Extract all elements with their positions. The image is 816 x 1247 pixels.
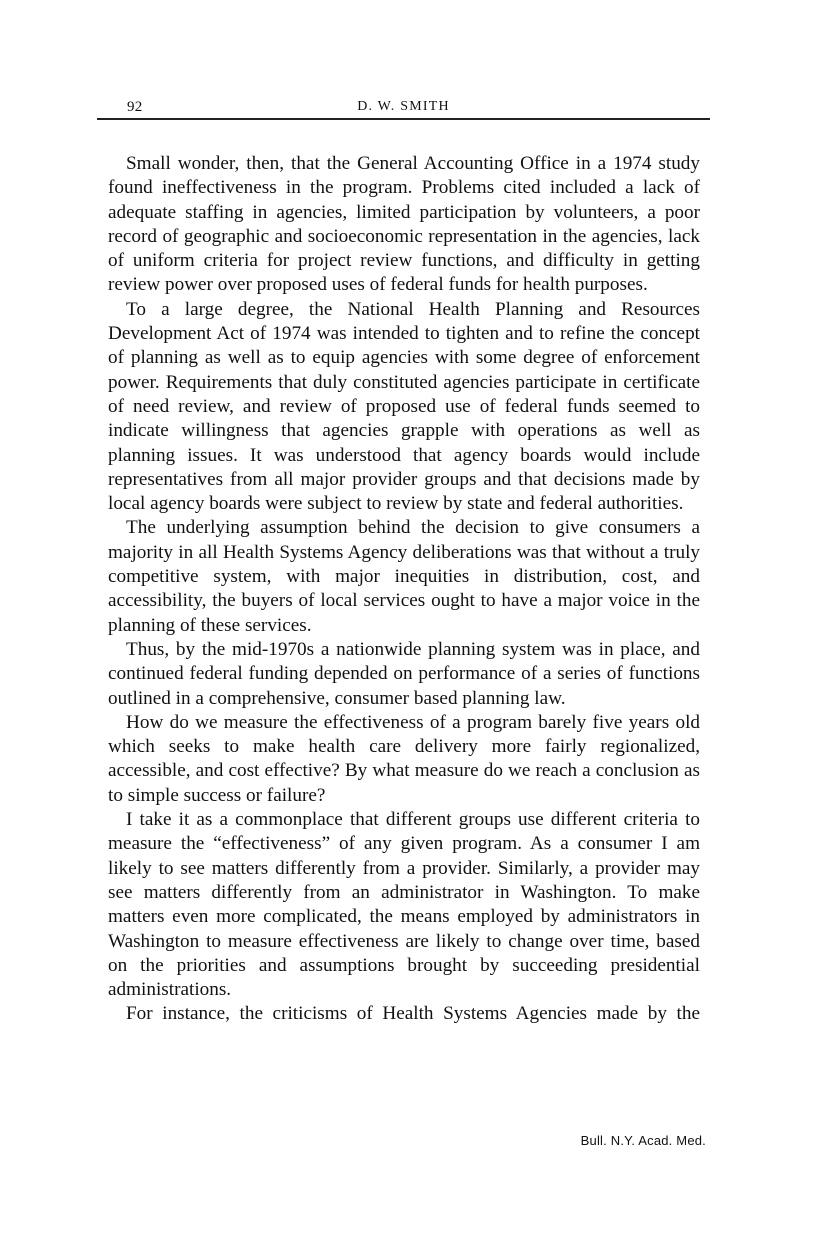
paragraph: The underlying assumption behind the decision to give consumers a majority in all Health Systems Agency deliberations was that without a truly competitive system, with major inequities in distribution, cost, and accessibility, the buyers of local services ought to have a major voice in the planning of these services. xyxy=(108,517,700,636)
article-body xyxy=(108,152,700,1027)
paragraph-continued: For instance, the criticisms of Health Systems Agencies made by the xyxy=(126,1003,700,1025)
paragraph: To a large degree, the National Health Planning and Resources Development Act of 1974 was intended to tighten and to refine the concept of planning as well as to equip agencies with some degree of enforcement power. Requirements that duly constituted agencies participate in certificate of need review, and review of proposed use of federal funds seemed to indicate willingness that agencies grapple with operations as well as planning issues. It was understood that agency boards would include representatives from all major provider groups and that decisions made by local agency boards were subject to review by state and federal authorities. xyxy=(108,298,700,515)
paragraph: Thus, by the mid-1970s a nationwide planning system was in place, and continued federal funding depended on performance of a series of functions outlined in a comprehensive, consumer based planning law. xyxy=(108,638,700,709)
running-head: D. W. SMITH xyxy=(357,99,450,114)
paragraph: I take it as a commonplace that different groups use different criteria to measure the “effectiveness” of any given program. As a consumer I am likely to see matters differently from a provider. Similarly, a provider may see matters differently from an administrator in Washington. To make matters even more complicated, the means employed by administrators in Washington to measure effectiveness are likely to change over time, based on the priorities and assumptions brought by succeeding presidential administrations. xyxy=(108,809,700,1001)
page-header xyxy=(97,94,710,120)
paragraph: Small wonder, then, that the General Accounting Office in a 1974 study found ineffectiveness in the program. Problems cited included a lack of adequate staffing in agencies, limited participation by volunteers, a poor record of geographic and socioeconomic representation in the agencies, lack of uniform criteria for project review functions, and difficulty in getting review power over proposed uses of federal funds for health purposes. xyxy=(108,153,700,296)
page-number: 92 xyxy=(127,99,143,115)
paragraph: How do we measure the effectiveness of a program barely five years old which seeks to make health care delivery more fairly regionalized, accessible, and cost effective? By what measure do we reach a conclusion as to simple success or failure? xyxy=(108,711,700,806)
journal-footer: Bull. N.Y. Acad. Med. xyxy=(580,1133,706,1148)
